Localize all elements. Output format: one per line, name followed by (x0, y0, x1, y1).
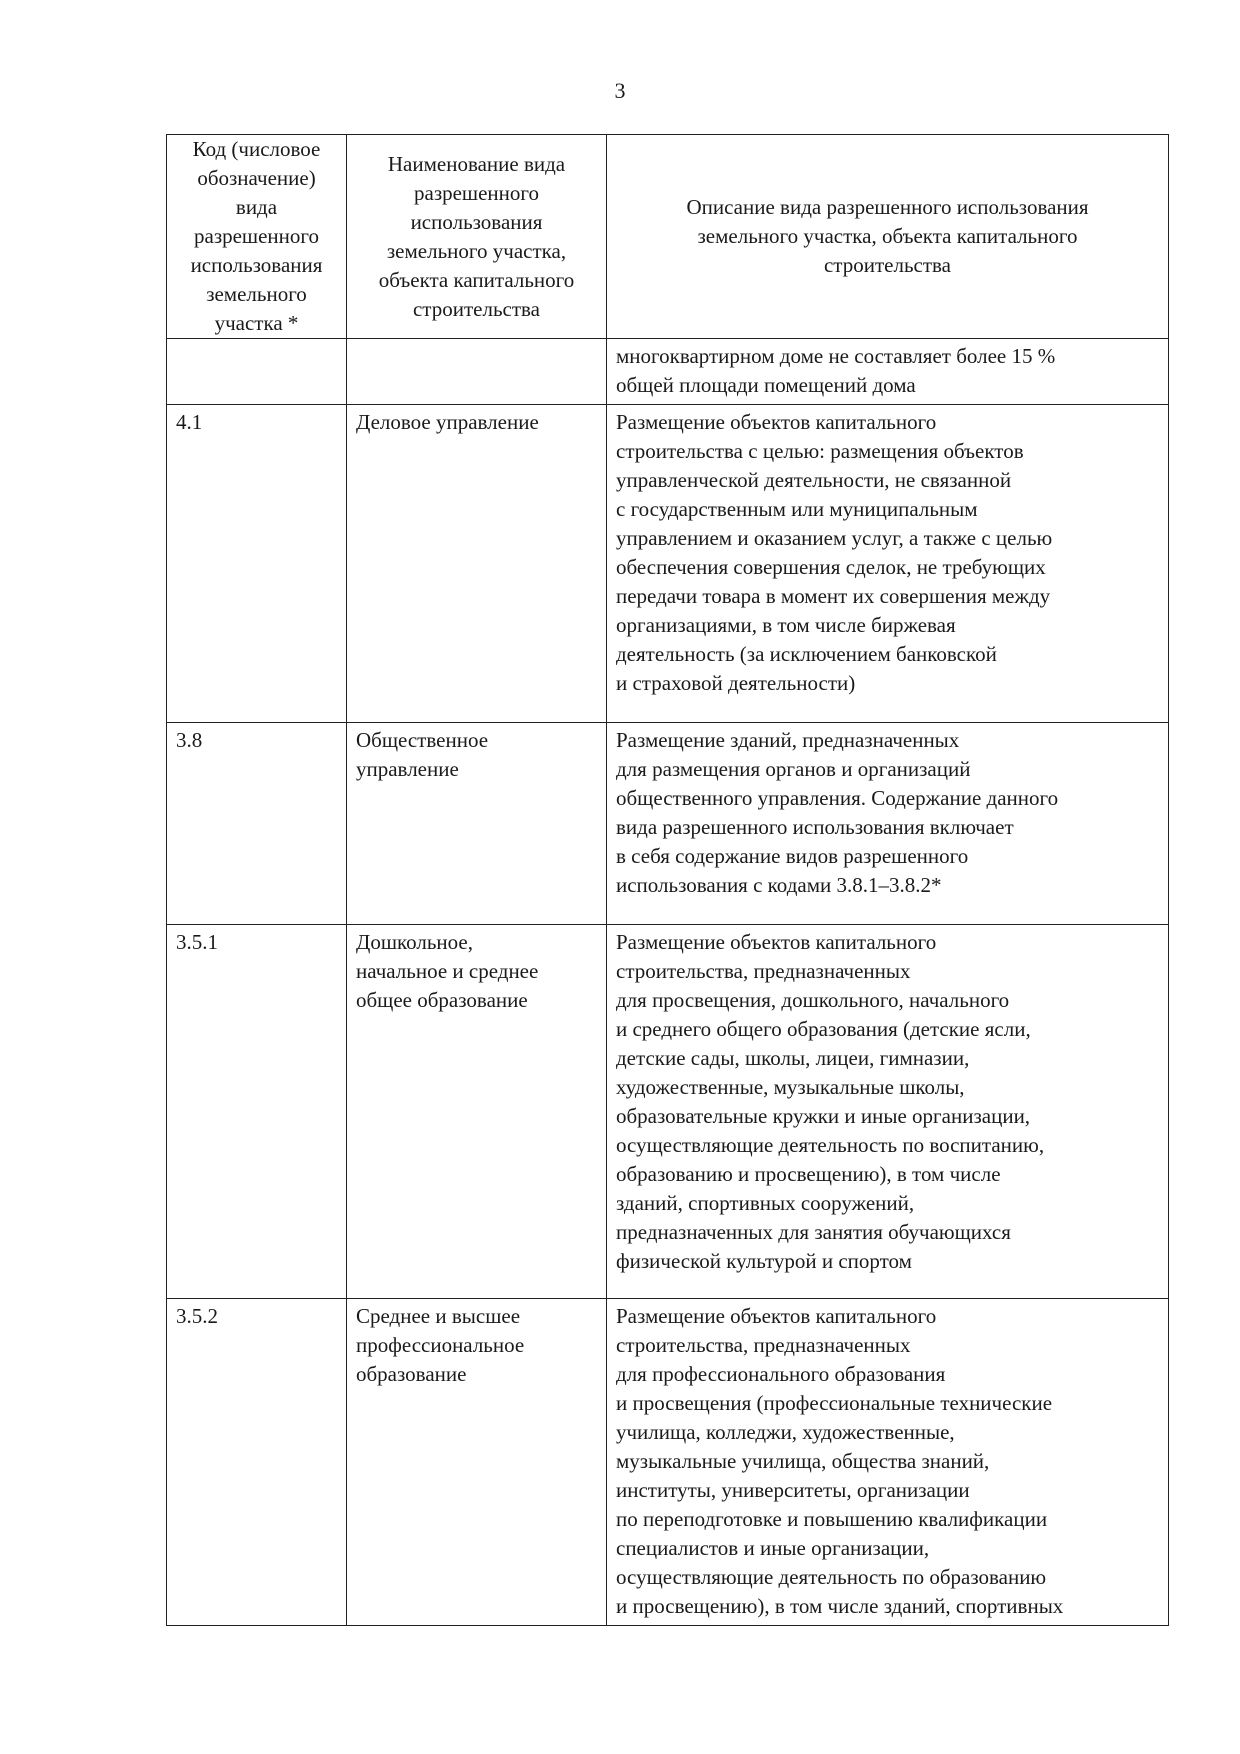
cell-name (347, 723, 607, 925)
name-text: Среднее и высшее профессиональное образование (356, 1304, 525, 1386)
header-description-text: Описание вида разрешенного использования земельного участка, объекта капитального строительства (686, 195, 1089, 277)
table-row (167, 405, 1169, 723)
cell-code (167, 925, 347, 1299)
table-row (167, 925, 1169, 1299)
code-text: 3.5.1 (176, 930, 218, 954)
cell-description (607, 1299, 1169, 1626)
cell-code (167, 723, 347, 925)
land-use-table (166, 134, 1169, 1626)
cell-name (347, 925, 607, 1299)
table-row (167, 723, 1169, 925)
cell-code (167, 405, 347, 723)
header-name-text: Наименование вида разрешенного использования земельного участка, объекта капитального строительства (378, 151, 575, 321)
description-text: многоквартирном доме не составляет более 15 % общей площади помещений дома (616, 344, 1056, 397)
cell-description (607, 723, 1169, 925)
cell-code (167, 339, 347, 405)
header-description (607, 135, 1169, 339)
name-text: Дошкольное, начальное и среднее общее образование (356, 930, 539, 1012)
cell-code (167, 1299, 347, 1626)
page-number: 3 (614, 78, 626, 103)
table-header-row (167, 135, 1169, 339)
table-row (167, 339, 1169, 405)
description-text: Размещение объектов капитального строительства с целью: размещения объектов управленческой деятельности, не связанной с государственным или муниципальным управлением и оказанием услуг, а также с целью обеспечения совершения сделок, не требующих передачи товара в момент их совершения между организациями, в том числе биржевая деятельность (за исключением банковской и страховой деятельности) (616, 410, 1053, 695)
cell-description (607, 339, 1169, 405)
description-text: Размещение объектов капитального строительства, предназначенных для просвещения, дошкольного, начального и среднего общего образования (детские ясли, детские сады, школы, лицеи, гимназии, художественные, музыкальные школы, образовательные кружки и иные организации, осуществляющие деятельность по воспитанию, образованию и просвещению), в том числе зданий, спортивных сооружений, предназначенных для занятия обучающихся физической культурой и спортом (616, 930, 1045, 1273)
name-text: Деловое управление (356, 410, 539, 434)
code-text: 4.1 (176, 410, 203, 434)
name-text: Общественное управление (356, 728, 489, 781)
table-row (167, 1299, 1169, 1626)
header-code-text: Код (числовое обозначение) вида разрешенного использования земельного участка * (190, 137, 323, 335)
cell-name (347, 405, 607, 723)
cell-name (347, 1299, 607, 1626)
header-name (347, 135, 607, 339)
code-text: 3.5.2 (176, 1304, 218, 1328)
code-text: 3.8 (176, 728, 203, 752)
description-text: Размещение зданий, предназначенных для размещения органов и организаций общественного управления. Содержание данного вида разрешенного использования включает в себя содержание видов разрешенного использования с кодами 3.8.1–3.8.2* (616, 728, 1059, 897)
cell-description (607, 405, 1169, 723)
header-code (167, 135, 347, 339)
cell-description (607, 925, 1169, 1299)
description-text: Размещение объектов капитального строительства, предназначенных для профессионального образования и просвещения (профессиональные технические училища, колледжи, художественные, музыкальные училища, общества знаний, институты, университеты, организации по переподготовке и повышению квалификации специалистов и иные организации, осуществляющие деятельность по образованию и просвещению), в том числе зданий, спортивных (616, 1304, 1064, 1618)
cell-name (347, 339, 607, 405)
